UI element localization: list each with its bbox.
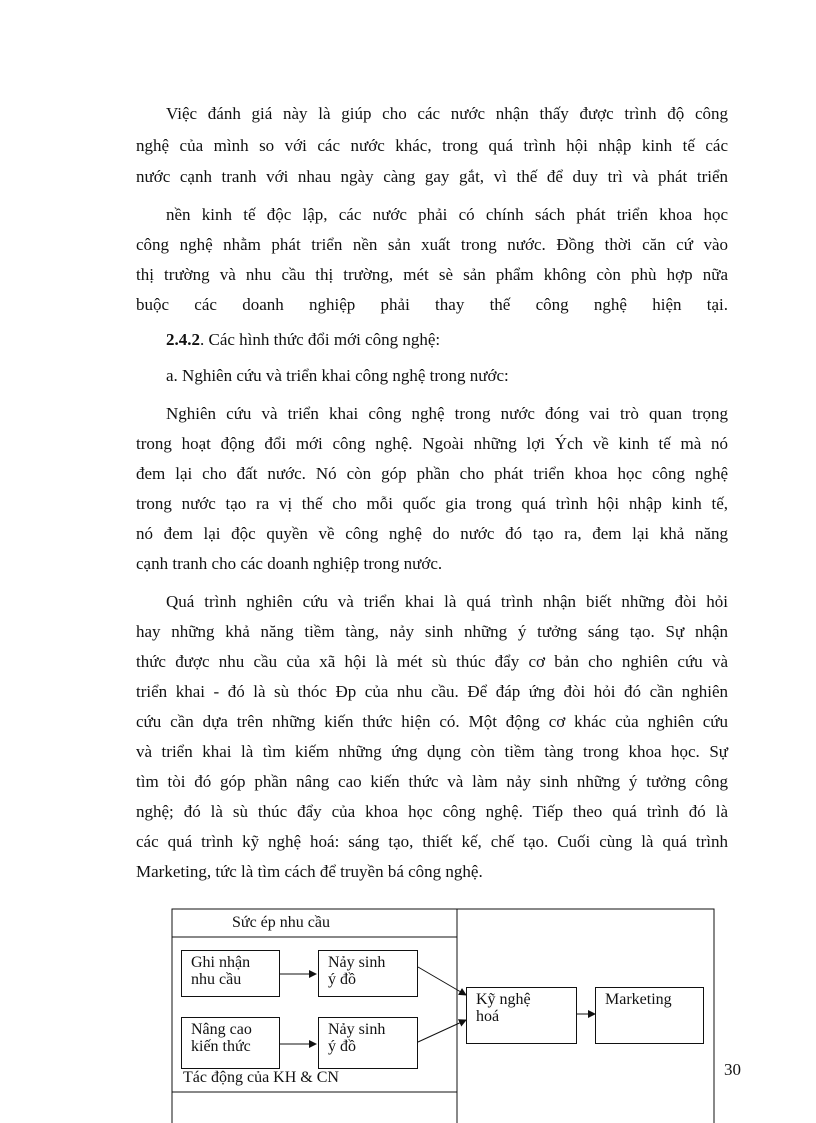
box-text: kiến thức <box>191 1038 251 1055</box>
box-text: Ghi nhận <box>191 954 251 971</box>
text-line: triển khai - đó là sù thóc Đp của nhu cầu. Để đáp ứng đòi hỏi đó cần nghiên <box>136 682 728 701</box>
text-line: buộc các doanh nghiệp phải thay thế công nghệ hiện tại. <box>136 295 728 314</box>
text-line: trong nước tạo ra vị thế cho mỗi quốc gia trong quá trình hội nhập kinh tế, <box>136 494 728 513</box>
text-line: thức được nhu cầu của xã hội là mét sù thúc đẩy cơ bản cho nghiên cứu và <box>136 652 728 671</box>
section-number: 2.4.2 <box>166 330 200 349</box>
box-text: hoá <box>476 1008 500 1025</box>
text-line: Marketing, tức là tìm cách để truyền bá công nghệ. <box>136 862 483 881</box>
box-text: Kỹ nghệ <box>476 991 531 1008</box>
box-text: ý đồ <box>328 971 356 988</box>
box-raise-knowledge <box>181 1017 280 1069</box>
arrow-idea-to-engineering <box>418 1020 466 1042</box>
box-record-need <box>181 950 280 997</box>
text-line: thị trường và nhu cầu thị trường, mét sè sản phẩm không còn phù hợp nữa <box>136 265 728 284</box>
text-line: nghệ của mình so với các nước khác, trong quá trình hội nhập kinh tế các <box>136 136 728 155</box>
subheading: a. Nghiên cứu và triển khai công nghệ trong nước: <box>166 366 509 385</box>
text-line: nó đem lại độc quyền về công nghệ do nước đó tạo ra, đem lại khả năng <box>136 524 728 543</box>
box-text: nhu cầu <box>191 971 242 988</box>
box-generate-idea-top <box>318 950 418 997</box>
text-line: trong hoạt động đổi mới công nghệ. Ngoài những lợi Ých về kinh tế mà nó <box>136 434 728 453</box>
box-text: Nâng cao <box>191 1021 252 1038</box>
text-line: công nghệ nhằm phát triển nền sản xuất trong nước. Đồng thời căn cứ vào <box>136 235 728 254</box>
text-line: cạnh tranh cho các doanh nghiệp trong nước. <box>136 554 443 573</box>
text-line: và triển khai là tìm kiếm những ứng dụng còn tiềm tàng trong khoa học. Sự <box>136 742 728 761</box>
text-line: nghệ; đó là sù thúc đẩy của khoa học công nghệ. Tiếp theo quá trình đó là <box>136 802 728 821</box>
text-line: đem lại cho đất nước. Nó còn góp phần cho phát triển khoa học công nghệ <box>136 464 728 483</box>
text-line: các quá trình kỹ nghệ hoá: sáng tạo, thiết kế, chế tạo. Cuối cùng là quá trình <box>136 832 728 851</box>
text-line: Việc đánh giá này là giúp cho các nước nhận thấy được trình độ công <box>166 104 728 123</box>
text-line: nền kinh tế độc lập, các nước phải có chính sách phát triển khoa học <box>166 205 728 224</box>
text-line: Nghiên cứu và triển khai công nghệ trong nước đóng vai trò quan trọng <box>166 404 728 423</box>
text-line: cứu cần dựa trên những kiến thức hiện có. Một động cơ khác của nghiên cứu <box>136 712 728 731</box>
page-number: 30 <box>724 1060 741 1079</box>
box-engineering <box>466 987 577 1044</box>
box-marketing <box>595 987 704 1044</box>
box-text: ý đồ <box>328 1038 356 1055</box>
box-text: Marketing <box>605 991 672 1008</box>
text-line: hay những khả năng tiềm tàng, nảy sinh những ý tưởng sáng tạo. Sự nhận <box>136 622 728 641</box>
box-text: Nảy sinh <box>328 1021 386 1038</box>
demand-pressure-label: Sức ép nhu cầu <box>232 914 330 931</box>
box-text: Nảy sinh <box>328 954 386 971</box>
text-line: nước cạnh tranh với nhau ngày càng gay gắt, vì thế để duy trì và phát triển <box>136 167 728 186</box>
box-generate-idea-bottom <box>318 1017 418 1069</box>
science-impact-label: Tác động của KH & CN <box>183 1069 339 1086</box>
section-title: . Các hình thức đổi mới công nghệ: <box>200 330 441 349</box>
arrow-idea-to-engineering <box>418 967 466 995</box>
text-line: tìm tòi đó góp phần nâng cao kiến thức và làm nảy sinh những ý tưởng công <box>136 772 728 791</box>
text-line: Quá trình nghiên cứu và triển khai là quá trình nhận biết những đòi hỏi <box>166 592 728 611</box>
